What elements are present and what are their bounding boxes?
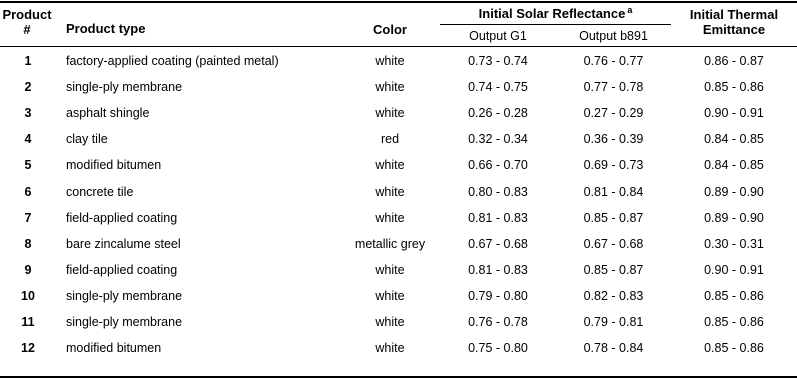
- table-row: [0, 127, 797, 153]
- product-type-cell: field-applied coating: [66, 262, 178, 277]
- reflectance-g1-cell: 0.73 - 0.74: [468, 54, 528, 68]
- reflectance-g1-cell: 0.74 - 0.75: [468, 80, 528, 95]
- product-number-cell: 10: [21, 288, 35, 303]
- reflectance-b891-cell: 0.81 - 0.84: [583, 184, 644, 199]
- reflectance-b891-cell: 0.79 - 0.81: [583, 315, 644, 329]
- product-number-cell: 11: [21, 315, 35, 329]
- header-bottom-rule: [0, 46, 797, 47]
- thermal-emittance-cell: 0.84 - 0.85: [704, 158, 764, 173]
- thermal-emittance-cell: 0.84 - 0.85: [704, 132, 764, 147]
- reflectance-b891-cell: 0.69 - 0.73: [583, 158, 644, 173]
- thermal-emittance-cell: 0.89 - 0.90: [704, 184, 764, 199]
- header-output-b891: Output b891: [579, 29, 648, 43]
- reflectance-b891-cell: 0.67 - 0.68: [583, 236, 644, 251]
- product-number-cell: 12: [21, 341, 35, 356]
- product-type-cell: modified bitumen: [66, 341, 162, 356]
- table-row: [0, 153, 797, 179]
- reflectance-b891-cell: 0.85 - 0.87: [583, 262, 644, 277]
- reflectance-b891-cell: 0.76 - 0.77: [583, 54, 644, 68]
- product-color-cell: white: [375, 184, 405, 199]
- reflectance-subheader-rule: [440, 24, 671, 25]
- reflectance-b891-cell: 0.77 - 0.78: [583, 80, 644, 95]
- product-color-cell: white: [375, 341, 405, 356]
- reflectance-g1-cell: 0.75 - 0.80: [468, 341, 528, 356]
- thermal-emittance-cell: 0.86 - 0.87: [704, 54, 764, 68]
- table-row: [0, 336, 797, 362]
- product-color-cell: white: [375, 54, 405, 68]
- thermal-emittance-cell: 0.89 - 0.90: [704, 210, 764, 225]
- thermal-emittance-cell: 0.85 - 0.86: [704, 315, 764, 329]
- reflectance-b891-cell: 0.27 - 0.29: [583, 106, 644, 121]
- product-type-cell: factory-applied coating (painted metal): [66, 54, 279, 68]
- product-number-cell: 3: [24, 106, 32, 121]
- product-type-cell: single-ply membrane: [66, 315, 183, 329]
- product-type-cell: clay tile: [66, 132, 108, 147]
- thermal-emittance-cell: 0.85 - 0.86: [704, 80, 764, 95]
- header-product-number: [0, 7, 57, 37]
- product-number-cell: 2: [24, 80, 32, 95]
- product-color-cell: metallic grey: [354, 236, 426, 251]
- header-solar-reflectance: [440, 6, 671, 21]
- product-number-cell: 7: [24, 210, 32, 225]
- thermal-emittance-cell: 0.90 - 0.91: [704, 106, 764, 121]
- header-product-type: Product type: [66, 21, 146, 36]
- table-row: [0, 258, 797, 284]
- table-row: [0, 180, 797, 206]
- product-type-cell: bare zincalume steel: [66, 236, 181, 251]
- product-color-cell: white: [375, 315, 405, 329]
- reflectance-b891-cell: 0.78 - 0.84: [583, 341, 644, 356]
- product-color-cell: white: [375, 288, 405, 303]
- reflectance-g1-cell: 0.67 - 0.68: [468, 236, 528, 251]
- product-number-cell: 6: [24, 184, 32, 199]
- reflectance-g1-cell: 0.66 - 0.70: [468, 158, 528, 173]
- table-row: [0, 49, 797, 75]
- product-type-cell: single-ply membrane: [66, 80, 183, 95]
- product-color-cell: white: [375, 80, 405, 95]
- table-top-rule: [0, 1, 797, 3]
- thermal-emittance-cell: 0.30 - 0.31: [704, 236, 764, 251]
- header-thermal-emittance-line2: Emittance: [702, 22, 766, 37]
- product-color-cell: red: [380, 132, 400, 147]
- header-product-number-line2: #: [23, 22, 31, 37]
- product-type-cell: modified bitumen: [66, 158, 162, 173]
- reflectance-g1-cell: 0.81 - 0.83: [468, 210, 528, 225]
- footnote-marker: a: [627, 5, 633, 15]
- table-row: [0, 101, 797, 127]
- reflectance-g1-cell: 0.80 - 0.83: [468, 184, 528, 199]
- product-color-cell: white: [375, 210, 405, 225]
- reflectance-b891-cell: 0.85 - 0.87: [583, 210, 644, 225]
- product-number-cell: 9: [24, 262, 32, 277]
- table-row: [0, 232, 797, 258]
- thermal-emittance-cell: 0.85 - 0.86: [704, 288, 764, 303]
- product-number-cell: 8: [24, 236, 32, 251]
- header-color: Color: [373, 22, 407, 37]
- reflectance-b891-cell: 0.36 - 0.39: [583, 132, 644, 147]
- reflectance-b891-cell: 0.82 - 0.83: [583, 288, 644, 303]
- table-row: [0, 284, 797, 310]
- header-thermal-emittance-line1: Initial Thermal: [689, 7, 779, 22]
- product-type-cell: field-applied coating: [66, 210, 178, 225]
- header-thermal-emittance: [671, 7, 797, 37]
- header-product-number-line1: Product: [2, 7, 52, 22]
- reflectance-g1-cell: 0.32 - 0.34: [468, 132, 528, 147]
- product-color-cell: white: [375, 158, 405, 173]
- table-row: [0, 310, 797, 336]
- reflectance-g1-cell: 0.81 - 0.83: [468, 262, 528, 277]
- product-number-cell: 1: [24, 54, 32, 68]
- product-color-cell: white: [375, 106, 405, 121]
- table-row: [0, 206, 797, 232]
- product-type-cell: concrete tile: [66, 184, 134, 199]
- product-type-cell: asphalt shingle: [66, 106, 150, 121]
- product-color-cell: white: [375, 262, 405, 277]
- reflectance-g1-cell: 0.76 - 0.78: [468, 315, 528, 329]
- product-number-cell: 5: [24, 158, 32, 173]
- thermal-emittance-cell: 0.90 - 0.91: [704, 262, 764, 277]
- header-solar-reflectance-label: Initial Solar Reflectance: [478, 6, 626, 21]
- product-type-cell: single-ply membrane: [66, 288, 183, 303]
- thermal-emittance-cell: 0.85 - 0.86: [704, 341, 764, 356]
- table-row: [0, 75, 797, 101]
- reflectance-g1-cell: 0.26 - 0.28: [468, 106, 528, 121]
- header-output-g1: Output G1: [469, 29, 527, 43]
- reflectance-g1-cell: 0.79 - 0.80: [468, 288, 528, 303]
- product-number-cell: 4: [24, 132, 32, 147]
